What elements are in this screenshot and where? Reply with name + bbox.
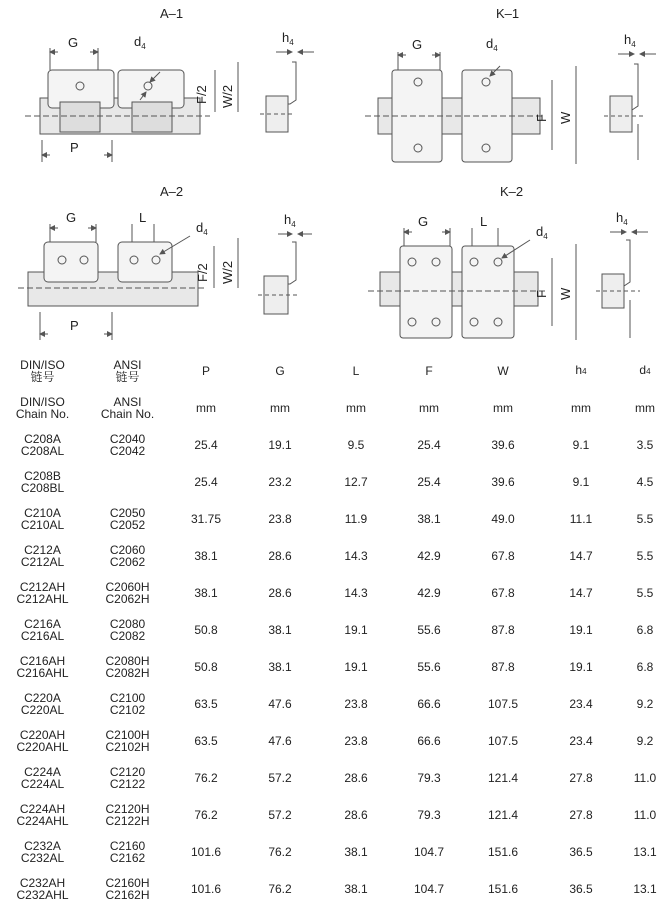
diagram-a2-f-label: F/2: [195, 263, 210, 282]
value-cell: 36.5: [569, 844, 593, 859]
value-cell: 9.2: [636, 733, 654, 748]
header-din: DIN/ISO 链号: [20, 358, 65, 384]
din-chain-no-cell: C212AH C212AHL: [16, 579, 69, 606]
value-cell: 9.1: [572, 474, 590, 489]
ansi-chain-no-cell: C2100H C2102H: [105, 727, 150, 754]
diagram-a1: [25, 6, 314, 162]
value-cell: 76.2: [268, 881, 292, 896]
value-cell: 19.1: [344, 622, 368, 637]
value-cell: 66.6: [417, 696, 441, 711]
value-cell: 107.5: [487, 696, 519, 711]
diagram-a2-p-label: P: [70, 318, 79, 333]
value-cell: 11.0: [633, 807, 657, 822]
value-cell: 11.1: [569, 511, 593, 526]
value-cell: 25.4: [194, 437, 218, 452]
value-cell: 39.6: [491, 437, 515, 452]
unit-cell: mm: [270, 401, 290, 415]
diagram-k1-w-label: W: [558, 111, 573, 124]
value-cell: 151.6: [487, 844, 519, 859]
value-cell: 25.4: [194, 474, 218, 489]
table-row: [0, 870, 670, 907]
value-cell: 23.4: [569, 696, 593, 711]
value-cell: 31.75: [190, 511, 222, 526]
din-chain-no-cell: C208A C208AL: [20, 431, 65, 458]
chain-spec-table: [0, 352, 670, 907]
value-cell: 23.2: [268, 474, 292, 489]
value-cell: 42.9: [417, 548, 441, 563]
header-ansi-chain-no: ANSI Chain No.: [100, 395, 155, 421]
header-l: L: [352, 364, 360, 378]
value-cell: 19.1: [569, 659, 593, 674]
value-cell: 107.5: [487, 733, 519, 748]
value-cell: 27.8: [569, 807, 593, 822]
header-f: F: [425, 364, 433, 378]
din-chain-no-cell: C232A C232AL: [20, 838, 65, 865]
diagram-a1-w-label: W/2: [220, 84, 235, 108]
value-cell: 11.9: [344, 511, 368, 526]
unit-cell: mm: [635, 401, 655, 415]
value-cell: 6.8: [636, 659, 654, 674]
header-din-chain-no: DIN/ISO Chain No.: [15, 395, 70, 421]
header-ansi: ANSI 链号: [113, 358, 142, 384]
diagram-a1-f-label: F/2: [194, 85, 209, 104]
diagram-k2-d-label: $d_4$: [536, 224, 548, 241]
header-d4: d4: [639, 363, 651, 377]
value-cell: 38.1: [194, 585, 218, 600]
value-cell: 28.6: [268, 585, 292, 600]
value-cell: 14.7: [569, 548, 593, 563]
diagram-a1-h-label: $h_4$: [282, 30, 294, 47]
value-cell: 47.6: [268, 733, 292, 748]
diagram-a2-title: A–2: [160, 184, 184, 199]
diagram-k2-w-label: W: [558, 287, 573, 300]
diagram-k2: [368, 184, 648, 340]
ansi-chain-no-cell: C2040 C2042: [109, 431, 146, 458]
value-cell: 9.1: [572, 437, 590, 452]
diagram-a1-g-label: G: [68, 35, 79, 50]
ansi-chain-no-cell: C2080 C2082: [109, 616, 146, 643]
value-cell: 5.5: [636, 548, 654, 563]
value-cell: 28.6: [344, 770, 368, 785]
value-cell: 14.3: [344, 548, 368, 563]
din-chain-no-cell: C208B C208BL: [20, 468, 65, 495]
table-row: [0, 833, 670, 870]
header-row-2: [0, 390, 670, 426]
value-cell: 36.5: [569, 881, 593, 896]
value-cell: 38.1: [194, 548, 218, 563]
diagram-k1-g-label: G: [412, 37, 423, 52]
din-chain-no-cell: C216AH C216AHL: [16, 653, 69, 680]
ansi-chain-no-cell: C2120H C2122H: [105, 801, 150, 828]
value-cell: 25.4: [417, 474, 441, 489]
unit-cell: mm: [196, 401, 216, 415]
value-cell: 27.8: [569, 770, 593, 785]
ansi-chain-no-cell: C2080H C2082H: [105, 653, 150, 680]
value-cell: 67.8: [491, 585, 515, 600]
value-cell: 38.1: [344, 881, 368, 896]
value-cell: 76.2: [194, 807, 218, 822]
diagram-a2-d-label: $d_4$: [196, 220, 208, 237]
din-chain-no-cell: C220A C220AL: [20, 690, 65, 717]
diagram-a1-d-label: $d_4$: [134, 34, 146, 51]
ansi-chain-no-cell: C2050 C2052: [109, 505, 146, 532]
diagram-k1-h-label: $h_4$: [624, 32, 636, 49]
ansi-chain-no-cell: C2160H C2162H: [105, 875, 150, 902]
value-cell: 50.8: [194, 659, 218, 674]
header-row-1: [0, 352, 670, 390]
diagram-a2-h-label: $h_4$: [284, 212, 296, 229]
value-cell: 4.5: [636, 474, 654, 489]
value-cell: 23.8: [268, 511, 292, 526]
value-cell: 12.7: [344, 474, 368, 489]
value-cell: 5.5: [636, 585, 654, 600]
table-row: [0, 648, 670, 685]
value-cell: 55.6: [417, 622, 441, 637]
diagram-a2: [18, 184, 312, 340]
diagram-k2-g-label: G: [418, 214, 429, 229]
value-cell: 121.4: [487, 807, 519, 822]
diagram-a2-l-label: L: [139, 210, 147, 225]
chain-diagrams: [0, 0, 670, 348]
din-chain-no-cell: C220AH C220AHL: [16, 727, 69, 754]
header-p: P: [201, 364, 210, 378]
value-cell: 47.6: [268, 696, 292, 711]
value-cell: 104.7: [413, 844, 445, 859]
unit-cell: mm: [571, 401, 591, 415]
value-cell: 19.1: [569, 622, 593, 637]
header-g: G: [275, 364, 285, 378]
value-cell: 67.8: [491, 548, 515, 563]
value-cell: 79.3: [417, 807, 441, 822]
diagram-a1-p-label: P: [70, 140, 79, 155]
table-row: [0, 463, 670, 500]
table-row: [0, 722, 670, 759]
diagram-k1-title: K–1: [496, 6, 520, 21]
diagram-k1-f-label: F: [534, 114, 549, 122]
value-cell: 63.5: [194, 696, 218, 711]
diagram-a2-g-label: G: [66, 210, 77, 225]
value-cell: 13.1: [633, 844, 657, 859]
header-h4: h4: [575, 363, 587, 377]
value-cell: 28.6: [268, 548, 292, 563]
value-cell: 38.1: [417, 511, 441, 526]
value-cell: 19.1: [344, 659, 368, 674]
table-row: [0, 500, 670, 537]
value-cell: 25.4: [417, 437, 441, 452]
value-cell: 57.2: [268, 807, 292, 822]
value-cell: 19.1: [268, 437, 292, 452]
value-cell: 49.0: [491, 511, 515, 526]
value-cell: 23.8: [344, 733, 368, 748]
value-cell: 9.2: [636, 696, 654, 711]
din-chain-no-cell: C216A C216AL: [20, 616, 65, 643]
value-cell: 14.7: [569, 585, 593, 600]
value-cell: 14.3: [344, 585, 368, 600]
diagram-k2-h-label: $h_4$: [616, 210, 628, 227]
diagram-k1-d-label: $d_4$: [486, 36, 498, 53]
value-cell: 101.6: [190, 844, 222, 859]
value-cell: 87.8: [491, 659, 515, 674]
din-chain-no-cell: C224A C224AL: [20, 764, 65, 791]
value-cell: 13.1: [633, 881, 657, 896]
ansi-chain-no-cell: [85, 463, 170, 500]
diagram-a1-title: A–1: [160, 6, 184, 21]
value-cell: 55.6: [417, 659, 441, 674]
value-cell: 57.2: [268, 770, 292, 785]
value-cell: 3.5: [636, 437, 654, 452]
value-cell: 101.6: [190, 881, 222, 896]
value-cell: 38.1: [268, 622, 292, 637]
ansi-chain-no-cell: C2160 C2162: [109, 838, 146, 865]
value-cell: 79.3: [417, 770, 441, 785]
table-row: [0, 759, 670, 796]
table-row: [0, 537, 670, 574]
value-cell: 39.6: [491, 474, 515, 489]
value-cell: 151.6: [487, 881, 519, 896]
ansi-chain-no-cell: C2120 C2122: [109, 764, 146, 791]
diagram-area: [0, 0, 670, 348]
diagram-a2-w-label: W/2: [220, 260, 235, 284]
unit-cell: mm: [419, 401, 439, 415]
din-chain-no-cell: C210A C210AL: [20, 505, 65, 532]
value-cell: 23.8: [344, 696, 368, 711]
ansi-chain-no-cell: C2060 C2062: [109, 542, 146, 569]
value-cell: 38.1: [268, 659, 292, 674]
ansi-chain-no-cell: C2060H C2062H: [105, 579, 150, 606]
value-cell: 104.7: [413, 881, 445, 896]
value-cell: 6.8: [636, 622, 654, 637]
value-cell: 87.8: [491, 622, 515, 637]
table-row: [0, 611, 670, 648]
diagram-k1: [365, 6, 656, 164]
diagram-k2-l-label: L: [480, 214, 488, 229]
value-cell: 66.6: [417, 733, 441, 748]
value-cell: 42.9: [417, 585, 441, 600]
diagram-k2-f-label: F: [534, 290, 549, 298]
table-row: [0, 426, 670, 463]
header-w: W: [497, 364, 509, 378]
value-cell: 63.5: [194, 733, 218, 748]
diagram-k2-title: K–2: [500, 184, 524, 199]
value-cell: 23.4: [569, 733, 593, 748]
din-chain-no-cell: C212A C212AL: [20, 542, 65, 569]
table-row: [0, 574, 670, 611]
din-chain-no-cell: C224AH C224AHL: [16, 801, 69, 828]
value-cell: 9.5: [347, 437, 365, 452]
value-cell: 76.2: [194, 770, 218, 785]
unit-cell: mm: [493, 401, 513, 415]
din-chain-no-cell: C232AH C232AHL: [16, 875, 69, 902]
unit-cell: mm: [346, 401, 366, 415]
table-row: [0, 685, 670, 722]
value-cell: 38.1: [344, 844, 368, 859]
table-row: [0, 796, 670, 833]
value-cell: 50.8: [194, 622, 218, 637]
ansi-chain-no-cell: C2100 C2102: [109, 690, 146, 717]
value-cell: 121.4: [487, 770, 519, 785]
value-cell: 11.0: [633, 770, 657, 785]
value-cell: 28.6: [344, 807, 368, 822]
value-cell: 5.5: [636, 511, 654, 526]
value-cell: 76.2: [268, 844, 292, 859]
